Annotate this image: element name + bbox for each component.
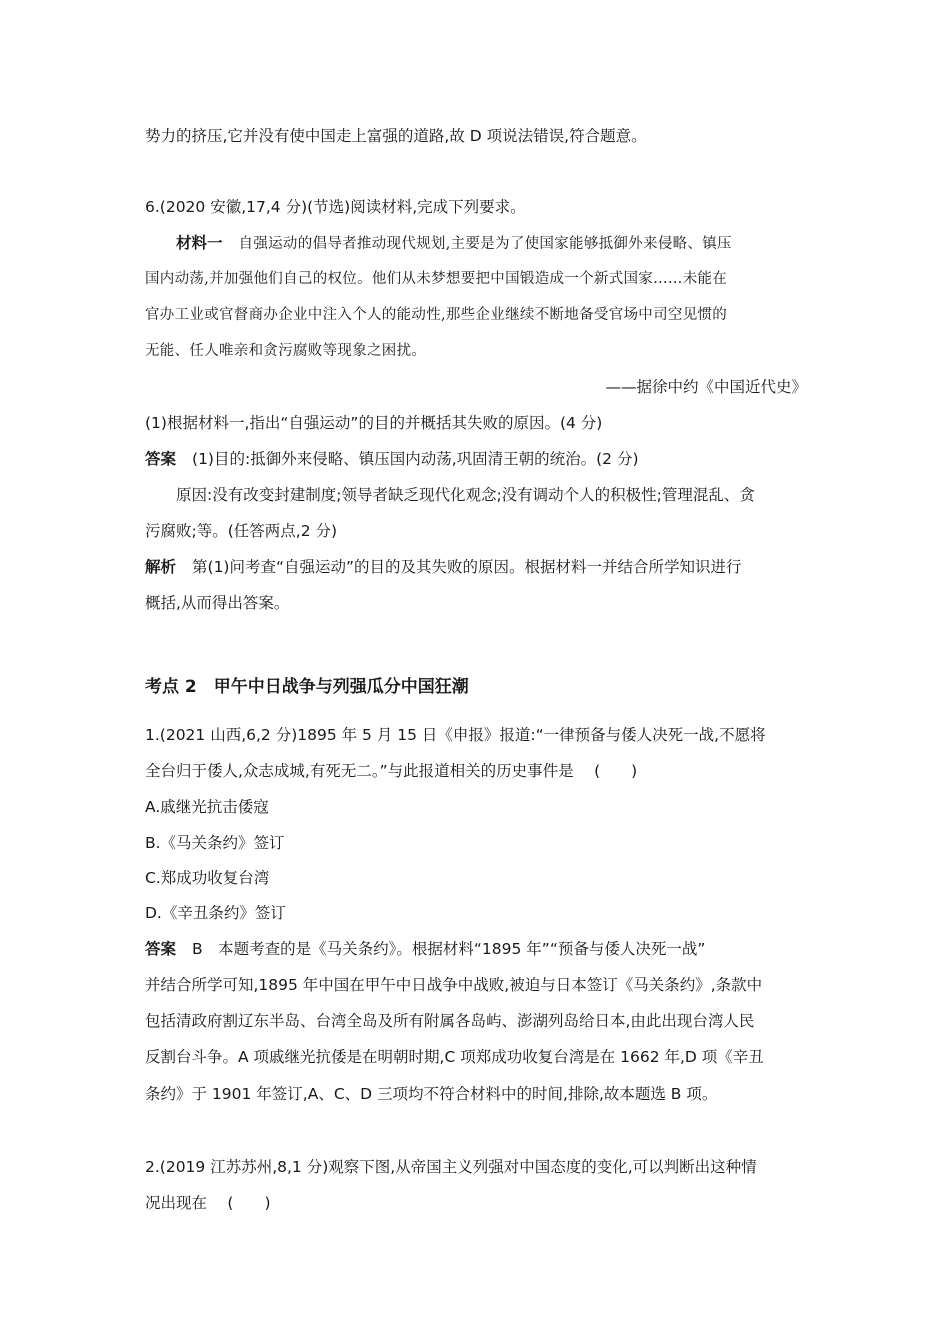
question-1-text: 全台归于倭人,众志成城,有死无二。”与此报道相关的历史事件是 ( )	[145, 762, 638, 780]
answer-text: B 本题考查的是《马关条约》。根据材料“1895 年”“预备与倭人决死一战”	[192, 940, 706, 958]
material-text: 自强运动的倡导者推动现代规划,主要是为了使国家能够抵御外来侵略、镇压	[238, 236, 732, 252]
material-paragraph-line	[176, 232, 732, 255]
analysis-text: 第(1)问考查“自强运动”的目的及其失败的原因。根据材料一并结合所学知识进行	[192, 558, 742, 576]
answer-label: 答案	[145, 940, 177, 958]
material-text: 无能、任人唯亲和贪污腐败等现象之困扰。	[145, 343, 427, 359]
answer-line	[145, 938, 705, 960]
answer-label: 答案	[145, 450, 177, 468]
option-d: D.《辛丑条约》签订	[145, 904, 286, 922]
option-a: A.戚继光抗击倭寇	[145, 798, 269, 816]
material-text: 国内动荡,并加强他们自己的权位。他们从未梦想要把中国锻造成一个新式国家……未能在	[145, 271, 728, 287]
answer-text: 条约》于 1901 年签订,A、C、D 三项均不符合材料中的时间,排除,故本题选 B 项。	[145, 1085, 718, 1103]
question-2-text: 2.(2019 江苏苏州,8,1 分)观察下图,从帝国主义列强对中国态度的变化,可以判断出这种情	[145, 1158, 757, 1176]
option-b: B.《马关条约》签订	[145, 834, 285, 852]
material-source: ——据徐中约《中国近代史》	[605, 378, 807, 396]
answer-line	[145, 448, 639, 470]
material-label: 材料一	[176, 234, 223, 252]
option-c: C.郑成功收复台湾	[145, 869, 270, 887]
answer-text: 污腐败;等。(任答两点,2 分)	[145, 522, 338, 540]
material-text: 官办工业或官督商办企业中注入个人的能动性,那些企业继续不断地备受官场中司空见惯的	[145, 307, 728, 323]
question-1-text: 1.(2021 山西,6,2 分)1895 年 5 月 15 日《申报》报道:“一律预备与倭人决死一战,不愿将	[145, 726, 766, 744]
answer-text: (1)目的:抵御外来侵略、镇压国内动荡,巩固清王朝的统治。(2 分)	[192, 450, 639, 468]
question-2-text: 况出现在 ( )	[145, 1194, 271, 1212]
answer-text: 包括清政府割辽东半岛、台湾全岛及所有附属各岛屿、澎湖列岛给日本,由此出现台湾人民	[145, 1012, 755, 1030]
analysis-label: 解析	[145, 558, 177, 576]
analysis-line	[145, 556, 742, 578]
section-heading: 考点 2 甲午中日战争与列强瓜分中国狂潮	[145, 677, 469, 697]
answer-text: 原因:没有改变封建制度;领导者缺乏现代化观念;没有调动个人的积极性;管理混乱、贪	[176, 486, 755, 504]
analysis-text: 概括,从而得出答案。	[145, 594, 290, 612]
question-6-header: 6.(2020 安徽,17,4 分)(节选)阅读材料,完成下列要求。	[145, 198, 526, 216]
sub-question-1: (1)根据材料一,指出“自强运动”的目的并概括其失败的原因。(4 分)	[145, 414, 603, 432]
answer-text: 反割台斗争。A 项戚继光抗倭是在明朝时期,C 项郑成功收复台湾是在 1662 年,D 项《辛丑	[145, 1048, 764, 1066]
text-line: 势力的挤压,它并没有使中国走上富强的道路,故 D 项说法错误,符合题意。	[145, 127, 647, 145]
answer-text: 并结合所学可知,1895 年中国在甲午中日战争中战败,被迫与日本签订《马关条约》,条款中	[145, 976, 763, 994]
